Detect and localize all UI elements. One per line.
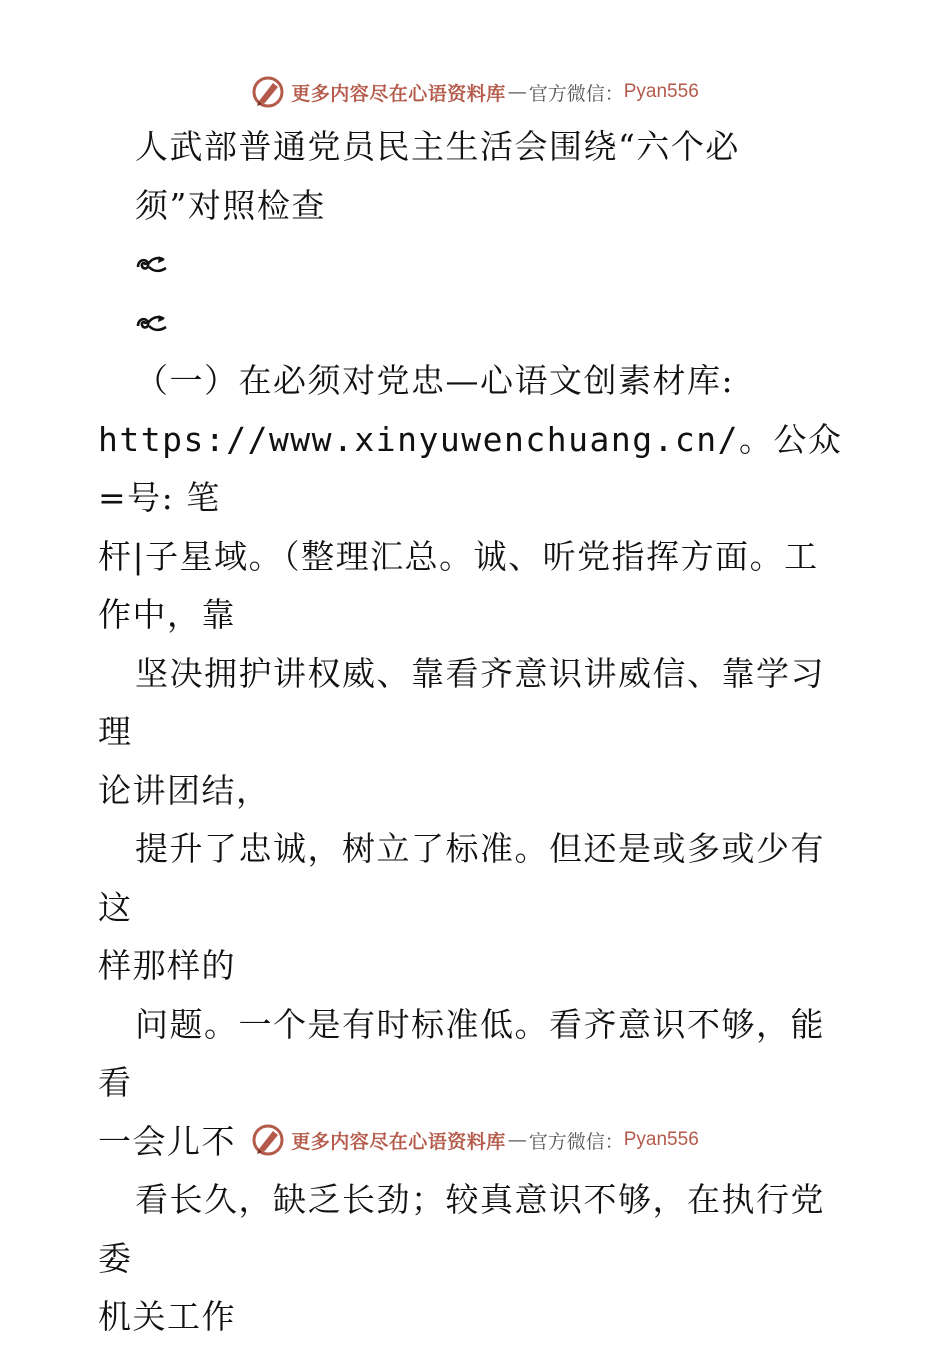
paragraph-1-line-2	[98, 411, 858, 528]
footer-banner	[0, 1120, 950, 1160]
banner-separator: —	[507, 81, 527, 103]
ornament-row	[98, 235, 858, 294]
header-banner	[0, 72, 950, 112]
paragraph-1-after-url: 。公众=号: 笔	[98, 419, 843, 517]
scroll-ornament-icon	[135, 253, 169, 275]
document-title-line-2: 须”对照检查	[135, 185, 326, 225]
ornament-row	[98, 294, 858, 353]
paragraph-1-line-3: 杆|子星域。（整理汇总。诚、听党指挥方面。工	[98, 536, 819, 576]
paragraph-5-line-1: 看长久，缺乏长劲；较真意识不够，在执行党委	[98, 1180, 825, 1278]
paragraph-3-line-2: 样那样的	[98, 946, 236, 985]
paragraph-4-line-2: 一会儿不	[98, 1121, 236, 1161]
document-title-line-1: 人武部普通党员民主生活会围绕“六个必	[135, 127, 740, 166]
banner-wechat-id: Pyan556	[623, 81, 699, 102]
banner-separator: —	[507, 1129, 527, 1151]
source-url-link[interactable]: https://www.xinyuwenchuang.cn/	[98, 419, 740, 459]
banner-wechat-label: 官方微信：	[528, 1130, 624, 1153]
banner-text: 更多内容尽在心语资料库	[291, 82, 506, 105]
paragraph-3-line-1: 提升了忠诚，树立了标准。但还是或多或少有这	[98, 829, 825, 927]
banner-wechat-label: 官方微信：	[528, 82, 624, 105]
pen-logo-icon	[251, 75, 285, 109]
pen-logo-icon	[251, 1123, 285, 1157]
banner-wechat-id: Pyan556	[623, 1129, 699, 1150]
paragraph-2-line-2: 论讲团结，	[98, 770, 271, 810]
paragraph-5-line-2: 机关工作	[98, 1297, 236, 1336]
paragraph-1-line-1: （一）在必须对党忠—心语文创素材库:	[135, 361, 735, 400]
paragraph-2-line-1: 坚决拥护讲权威、靠看齐意识讲威信、靠学习理	[98, 653, 825, 751]
banner-text: 更多内容尽在心语资料库	[291, 1130, 506, 1153]
paragraph-4-line-1: 问题。一个是有时标准低。看齐意识不够，能看	[98, 1004, 825, 1102]
document-body	[98, 118, 858, 1347]
paragraph-1-line-4: 作中，靠	[98, 595, 236, 634]
scroll-ornament-icon	[135, 312, 169, 334]
